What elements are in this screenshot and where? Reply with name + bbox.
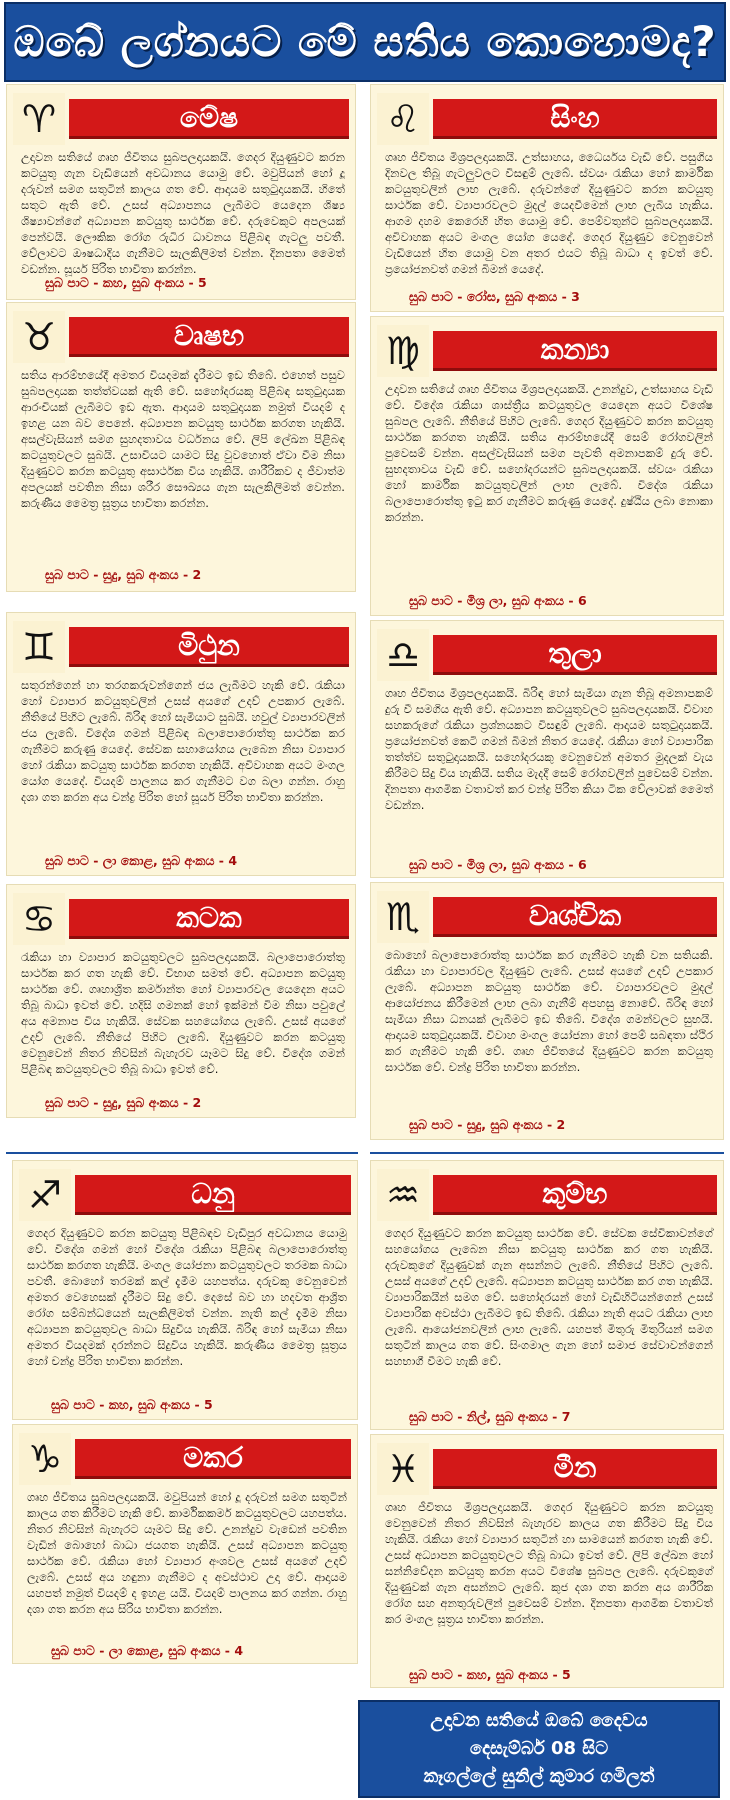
pisces-icon: ♓ — [377, 1443, 429, 1495]
sign-header — [7, 93, 355, 141]
sign-card-simha — [370, 84, 724, 312]
sign-title-bar — [69, 899, 349, 939]
sign-forecast-text: සතුරන්ගෙන් හා තරගකරුවන්ගෙන් ජය ලැබීමට හැකි වේ. රැකියා හෝ ව්‍යාපාර කටයුතුවලින් උසස් අයගේ උදව් උපකාර ලැබේ. නීතියේ පිහිට ලැබේ. බිරිඳ හෝ සැමියාට සුබයි. හවුල් ව්‍යාපාරවලින් ජය ලැබේ. විදේශ ගමන් පිළිබඳ බලාපොරොත්තු සාර්ථක කර ගැනීමට කරුණු යෙදේ. සේවක සහායෝගය ලැබෙන නිසා ව්‍යාපාර හෝ රැකියා කටයුතු සාර්ථක කරගත හැකියි. අවිවාහක අයට මංගල යෝග යෙදේ. වියදම් පාලනය කර ගැනීමට වග බලා ගන්න. රාහු දශා ගත කරන අය චන්ද්‍ර පිරිත හෝ සූර්ය පිරිත භාවිතා කරන්න. — [21, 678, 345, 804]
taurus-icon: ♉ — [13, 311, 65, 363]
sign-name: සිංහ — [550, 100, 600, 134]
sign-forecast-text: ගෘහ ජීවිතය මිශ්‍රපලදායකයි. බිරිඳ හෝ සැමියා ගැන තිබූ අමනාපකම් දුරු වී සමගිය ඇති වේ. අධ්‍යාපන කටයුතුවලට සුබපලදායකයි. විවාහ සහකරුගේ රැකියා ප්‍රශ්නයකට විසඳුම් ලැබේ. ආදායම සතුටුදායකයි. ප්‍රයෝජනවත් කෙටි ගමන් බිමන් නිතර යෙදේ. රැකියා හෝ ව්‍යාපාරික තත්ත්ව සතුටුදායකයි. සහෝදරයකු වෙනුවෙන් අමතර මුදලක් වැය කිරීමට සිදු විය හැකියි. සතිය මැදදී සෙම් රෝගවලින් පුවෙසම් වන්න. දිනපතා ආගමික වතාවත් කර චන්ද්‍ර පිරිත කියා ටික වේලාවක් මෛත් වඩන්න. — [385, 686, 713, 812]
section-divider — [6, 1152, 358, 1154]
sign-card-meena — [370, 1434, 724, 1688]
sign-title-bar — [433, 1449, 717, 1489]
sign-header — [13, 1433, 357, 1481]
leo-icon: ♌ — [377, 93, 429, 145]
lucky-info: සුබ පාට - සුදු, සුබ අංකය - 2 — [45, 1095, 202, 1110]
capricorn-icon: ♑ — [19, 1433, 71, 1485]
page-title: ඔබේ ලග්නයට මේ සතිය කොහොමද? — [13, 17, 717, 66]
sign-header — [7, 893, 355, 941]
lucky-info: සුබ පාට - මිශ්‍ර ලා, සුබ අංකය - 6 — [409, 857, 587, 872]
cancer-icon: ♋ — [13, 893, 65, 945]
sign-title-bar — [75, 1175, 351, 1215]
lucky-info: සුබ පාට - නිල්, සුබ අංකය - 7 — [409, 1409, 571, 1424]
lucky-info: සුබ පාට - ලා කොළ, සුබ අංකය - 4 — [51, 1643, 244, 1658]
sign-card-makara — [12, 1424, 358, 1664]
libra-icon: ♎ — [377, 629, 429, 681]
sign-name: මීන — [553, 1450, 597, 1484]
sign-card-kataka — [6, 884, 356, 1118]
sign-header — [7, 621, 355, 669]
sign-card-vrushchika — [370, 882, 724, 1140]
sign-title-bar — [433, 331, 717, 371]
sign-title-bar — [75, 1439, 351, 1479]
sign-forecast-text: ගෙදර දියුණුවට කරන කටයුතු පිළිබඳව වැඩිපුර අවධානය යොමු වේ. විදේශ ගමන් හෝ විදේශ රැකියා පිළිබඳ බලාපොරොත්තු සාර්ථක කරගත හැකියි. මංගල යෝජනා කටයුතුවලට තරමක බාධා පවතී. බොහෝ තරමක් කල් දැමීම යහපත්ය. දරුවකු වෙනුවෙන් අමතර වෙහෙසක් දැරීමට සිදු වේ. දෙසේ බව හා හදවත ආශ්‍රිත රෝග සම්බන්ධයෙන් සැලකිලිමත් වන්න. නැති කල් දැමීම නිසා අධ්‍යාපන කටයුතුවල බාධා සිදුවිය හැකියි. බිරිඳ හෝ සැමියා නිසා අමතර වියදමක් දරන්නට සිදුවිය හැකියි. කරුණීය මෛත්‍ර සූත්‍රය හෝ චන්ද්‍ර පිරිත භාවිතා කරන්න. — [27, 1226, 347, 1368]
sign-name: තුලා — [548, 636, 602, 670]
sign-title-bar — [433, 99, 717, 139]
lucky-info: සුබ පාට - කහ, සුබ අංකය - 5 — [409, 1667, 571, 1682]
sign-forecast-text: ගෙදර දියුණුවට කරන කටයුතු සාර්ථක වේ. සේවක සේවිකාවන්ගේ සහයෝගය ලැබෙන නිසා කටයුතු සාර්ථක කර ගත හැකියි. දරුවකුගේ දියුණුවක් ගැන අසන්නට ලැබේ. නීතියේ පිහිට ලැබේ. උසස් අයගේ උදව් ලැබේ. අධ්‍යාපන කටයුතු සාර්ථක කර ගත හැකියි. ව්‍යාපාරිකයින් සමග වේ. සහෝදරයන් හෝ වැඩිහිටියන්ගෙන් උසස් ව්‍යාපාරික අවස්ථා ලැබීමට ඉඩ තිබේ. රැකියා නැති අයට රැකියා ලාභ ලැබේ. ආයෝජනවලින් ලාභ ලැබේ. යහපත් මිතුරු මිතුරියන් සමග සතුටින් කාලය ගත වේ. සිංගමාල ගැන හෝ සමාජ සේවාවන්ගෙන් සහභාගී වීමට හැකි වේ. — [385, 1226, 713, 1368]
page-banner — [4, 2, 726, 82]
sign-card-kanya — [370, 316, 724, 616]
sign-forecast-text: බොහෝ බලාපොරොත්තු සාර්ථක කර ගැනීමට හැකි වන සතියකි. රැකියා හා ව්‍යාපාරවල දියුණුව ලැබේ. උසස් අයගේ උදව් උපකාර ලැබේ. අධ්‍යාපන කටයුතු සාර්ථක වේ. ව්‍යාපාරවලට මුදල් ආයෝජනය කිරීමෙන් ලාභ ලබා ගැනීම් අපහසු නොවේ. බිරිඳ හෝ සැමියා නිසා ධනයක් ලැබීමට ඉඩ තිබේ. විදේශ ගමන්වලට සුභයි. ආදායම සතුටුදායකයි. විවාහ මංගල යෝජනා හෝ පෙම් සබඳතා ස්ථිර කර ගැනීමට හැකි වේ. ගෘහ ජීවිතයේ දියුණුවට කරන කටයුතු සාර්ථක වේ. චන්ද්‍ර පිරිත භාවිතා කරන්න. — [385, 948, 713, 1074]
scorpio-icon: ♏ — [377, 891, 429, 943]
credit-date: දෙසැම්බර් 08 සිට — [469, 1738, 609, 1759]
virgo-icon: ♍ — [377, 325, 429, 377]
lucky-info: සුබ පාට - මිශ්‍ර ලා, සුබ අංකය - 6 — [409, 593, 587, 608]
sign-title-bar — [433, 897, 717, 937]
sign-header — [371, 1169, 723, 1217]
sign-card-dhanu — [12, 1160, 358, 1420]
sign-name: වෘෂභ — [173, 318, 245, 352]
sign-header — [371, 93, 723, 141]
sign-card-mithuna — [6, 612, 356, 876]
aquarius-icon: ♒ — [377, 1169, 429, 1221]
credit-line: උදාවන සතියේ ඔබේ දෛවය — [430, 1710, 648, 1731]
sign-header — [371, 325, 723, 373]
lucky-info: සුබ පාට - සුදු, සුබ අංකය - 2 — [45, 567, 202, 582]
lucky-info: සුබ පාට - කහ, සුබ අංකය - 5 — [45, 275, 207, 290]
sign-card-vrushabha — [6, 302, 356, 592]
lucky-info: සුබ පාට - ලා කොළ, සුබ අංකය - 4 — [45, 853, 238, 868]
sign-name: ධනු — [191, 1176, 235, 1210]
lucky-info: සුබ පාට - සුදු, සුබ අංකය - 2 — [409, 1117, 566, 1132]
sign-name: කටක — [176, 900, 242, 934]
section-divider — [370, 1152, 724, 1154]
sign-header — [7, 311, 355, 359]
author-credit-box — [358, 1700, 720, 1798]
sign-forecast-text: උදාවන සතියේ ගෘහ ජීවිතය මිශ්‍රපලදායකයි. උනන්දුව, උත්සාහය වැඩි වේ. විදේශ රැකියා ශාස්ත්‍රීය කටයුතුවල යෙදෙන අයට විශේෂ සුබපල ලැබේ. නීතියේ පිහිට ලැබේ. ගෙදර දියුණුවට කරන කටයුතු සාර්ථක කරගත හැකියි. සතිය ආරම්භයේදී සෙම් රෝගවලින් පුවෙසම් වන්න. අසල්වැසියන් සමග පැවති අමනාපකම් දුරු වේ. සුභදතාවය වැඩි වේ. සහෝදරයන්ට සුබපලදායකයි. ස්වයං රැකියා හෝ කාර්මික කටයුතුවලින් ලාභ ලැබේ. විදේශ රැකියා බලාපොරොත්තු ඉටු කර ගැනීමට කරුණු යෙදේ. දුෂ්ඨිය ලබා නොකා කරන්න. — [385, 382, 713, 524]
sign-title-bar — [69, 317, 349, 357]
sign-title-bar — [69, 99, 349, 139]
sign-header — [371, 891, 723, 939]
sagittarius-icon: ♐ — [19, 1169, 71, 1221]
sign-card-thula — [370, 620, 724, 878]
sign-forecast-text: ගෘහ ජීවිතය මිශ්‍රපලදායකයි. ගෙදර දියුණුවට කරන කටයුතු වෙනුවෙන් නිතර නිවසින් බැහැරව කාලය ගත කිරීමට සිදු විය හැකියි. රැකියා හෝ ව්‍යාපාර සතුටින් හා සාමයෙන් කරගත හැකි වේ. උසස් අධ්‍යාපන කටයුතුවලට තිබූ බාධා ඉවත් වේ. ලිපි ලේඛන හෝ සන්නිවේදන කටයුතු කරන අයට විශේෂ සුබපල ලැබේ. දරුවකුගේ දියුණුවක් ගැන අසන්නට ලැබේ. කුජ දශා ගත කරන අය ශාරීරික රෝග සහ අනතුරුවලින් පුවෙසම් වන්න. දිනපතා ආගමික වතාවත් කර මංගල සූත්‍රය භාවිතා කරන්න. — [385, 1500, 713, 1626]
sign-card-mesha — [6, 84, 356, 300]
sign-name: මකර — [183, 1440, 243, 1474]
credit-author: කෑගල්ලේ සුනිල් කුමාර ගමිලත් — [423, 1766, 655, 1787]
lucky-info: සුබ පාට - කහ, සුබ අංකය - 5 — [51, 1397, 213, 1412]
sign-card-kumbha — [370, 1160, 724, 1430]
sign-header — [13, 1169, 357, 1217]
sign-header — [371, 1443, 723, 1491]
lucky-info: සුබ පාට - රෝස, සුබ අංකය - 3 — [409, 289, 580, 304]
sign-title-bar — [69, 627, 349, 667]
sign-name: කන්‍යා — [540, 332, 610, 366]
sign-name: කුම්භ — [542, 1176, 608, 1210]
sign-forecast-text: ගෘහ ජීවිතය මිශ්‍රපලදායකයි. උත්සාහය, ධෛර්යය වැඩි වේ. පසුගිය දිනවල තිබූ ගැටලුවලට විසඳුම් ලැබේ. ස්වයං රැකියා හෝ කාර්මික කටයුතුවලින් ලාභ ලැබේ. දරුවන්ගේ දියුණුවට කරන කටයුතු සාර්ථක වේ. ව්‍යාපාරවලට මුදල් යෙදවීමෙන් ලාභ ලැබිය හැකිය. ආගම දහම කෙරෙහි හිත යොමු වේ. පෙම්වතුන්ට සුබපලදායකයි. අවිවාහක අයට මංගල යෝග යෙදේ. ගෙදර දියුණුව වෙනුවෙන් වැඩියෙන් හිත යොමු වන අතර එයට තිබූ බාධා ද ඉවත් වේ. ප්‍රයෝජනවත් ගමන් බිමන් යෙදේ. — [385, 150, 713, 276]
gemini-icon: ♊ — [13, 621, 65, 673]
sign-name: වෘශ්චික — [528, 898, 622, 932]
sign-forecast-text: ගෘහ ජීවිතය සුබපලදායකයි. මවුපියන් හෝ දූ දරුවන් සමග සතුටින් කාලය ගත කිරීමට හැකි වේ. කාර්මිකකර්ම කටයුතුවලට යහපත්ය. නිතර නිවසින් බැහැරට යෑමට සිදු වේ. උනන්දුව වැඩෙන් පවතින වැඩින් බොහෝ බාධා ජයගත හැකියි. උසස් අධ්‍යාපන කටයුතු සාර්ථක වේ. රැකියා හෝ ව්‍යාපාර අංශවල උසස් අයගේ උදව් ලැබේ. උසස් අය හඳුනා ගැනීමට ද අවස්ථාව උදා වේ. ආදායම යහපත් නමුත් වියදම් ද ඉහළ යයි. වියදම් පාලනය කර ගන්න. රාහු දශා ගත කරන අය සිරිය භාවිතා කරන්න. — [27, 1490, 347, 1616]
sign-header — [371, 629, 723, 677]
sign-title-bar — [433, 1175, 717, 1215]
sign-name: මේෂ — [179, 100, 239, 134]
sign-title-bar — [433, 635, 717, 675]
aries-icon: ♈ — [13, 93, 65, 145]
sign-forecast-text: රැකියා හා ව්‍යාපාර කටයුතුවලට සුබපලදායකයි. බලාපොරොත්තු සාර්ථක කර ගත හැකි වේ. විභාග සමත් වේ. අධ්‍යාපන කටයුතු සාර්ථක වේ. ගෘහාශ්‍රිත කර්මාන්ත හෝ ව්‍යාපාරවල යෙදෙන අයට තිබූ බාධා ඉවත් වේ. හදිසි ගමනක් හෝ ඉක්මන් විම නිසා පවුලේ අය අමනාප විය හැකියි. සේවක සහයෝගය ලැබේ. උසස් අයගේ උදව් ලැබේ. නීතියේ පිහිට ලැබේ. දියුණුවට කරන කටයුතු වෙනුවෙන් නිතර නිවසින් බැහැරව යෑමට සිදු වේ. විදේශ ගමන් පිළිබඳ කටයුතුවලට තිබූ බාධා ඉවත් වේ. — [21, 950, 345, 1076]
sign-name: මිථුන — [178, 628, 240, 662]
sign-forecast-text: සතිය ආරම්භයේදී අමතර වියදමක් දැරීමට ඉඩ තිබේ. එහෙත් පසුව සුබපලදායක තත්ත්වයක් ඇති වේ. සහෝදරයකු පිළිබඳ සතුටුදායක ආරංචියක් ලැබීමට ඉඩ ඇත. ආදායම සතුටුදායක නමුත් වියදම් ද ඉහළ යන බව පෙනේ. අධ්‍යාපන කටයුතු සාර්ථක කරගත හැකියි. අසල්වැසියන් සමග සුහදතාවය වර්ධනය වේ. ලිපි ලේඛන පිළිබඳ කටයුතුවලට සුබයි. උසාවියට යාමට සිදු වුවහොත් ඒවා වීම නිසා දියුණුවට කරන කටයුතු අසාර්ථක විය හැකියි. ශාරීරිකව ද ජීවාත්ම අපලයක් පවතින නිසා ශරීර සෞඛ්‍යය ගැන සැලකිලිමත් වෙන්න. කරුණීය මෛත්‍ර සූත්‍රය භාවිතා කරන්න. — [21, 368, 345, 510]
sign-forecast-text: උදාවන සතියේ ගෘහ ජීවිතය සුබපලදායකයි. ගෙදර දියුණුවට කරන කටයුතු ගැන වැඩියෙන් අවධානය යොමු වේ. මවුපියන් හෝ දූ දරුවන් සමග සතුටින් කාලය ගත වේ. ආදායම සතුටුදායකයි. හිතේ සතුට ඇති වේ. උසස් අධ්‍යාපනය ලැබීමට යෙදෙන ශිෂ්‍ය ශිෂ්‍යාවන්ගේ අධ්‍යාපන කටයුතු සාර්ථක වේ. දරුවෙකුට අපලයක් පෙන්වයි. ලෞකික රෝග රුධිර ධාවනය පිළිබඳ ගැටලු පවතී. වේලාවට ඖෂධාදිය ගැනීමට සැලකිලිමත් වන්න. දිනපතා මෛත් වඩන්න. සූර්ය පිරිත භාවිතා කරන්න. — [21, 150, 345, 276]
